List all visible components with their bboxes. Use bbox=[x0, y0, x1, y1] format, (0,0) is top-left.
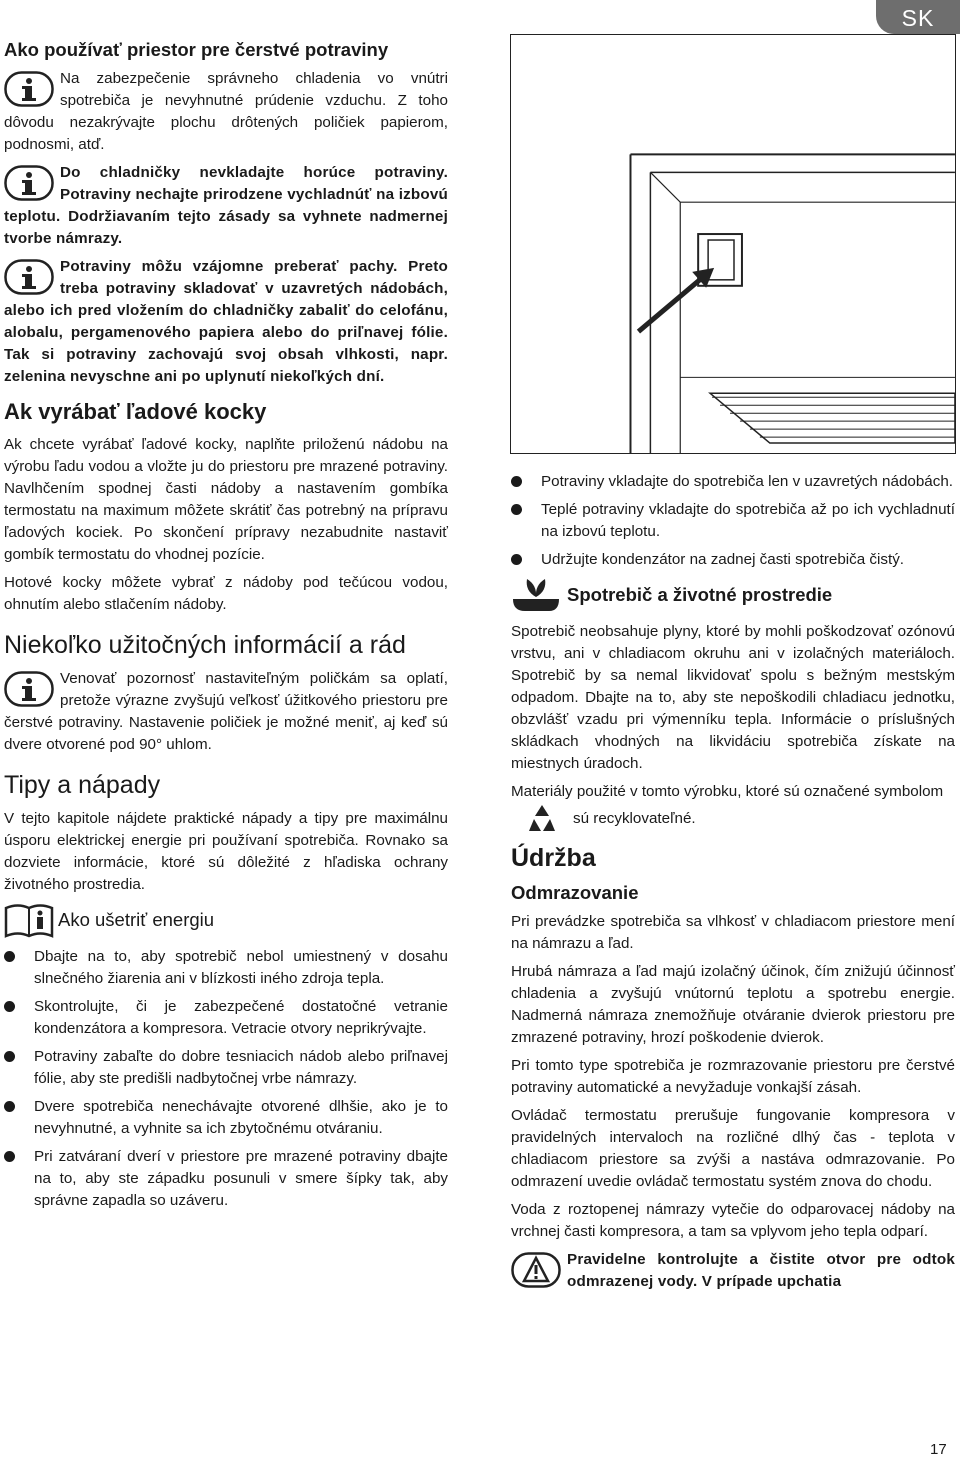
recycle-text-a: Materiály použité v tomto výrobku, ktoré sú označené symbolom bbox=[511, 783, 944, 800]
list-item: Potraviny vkladajte do spotrebiča len v uzavretých nádobách. bbox=[511, 471, 955, 493]
recycle-paragraph bbox=[511, 781, 955, 833]
list-item: Dvere spotrebiča nenechávajte otvorené dlhšie, ako je to nevyhnutné, a vyhnite sa ich zbytočnému otváraniu. bbox=[4, 1096, 448, 1140]
ice-paragraph-1: Ak chcete vyrábať ľadové kocky, naplňte priloženú nádobu na výrobu ľadu vodou a vložte ju do priestoru pre mrazené potraviny. Navlhčením spodnej časti nádoby a nastavením gombíka termostatu na maximum môžete skrátiť čas potrebný na prípravu ľadových kociek. Po skončení prípravy nezabudnite nastaviť gombík termostatu do vhodnej pozície. bbox=[4, 436, 448, 563]
language-badge: SK bbox=[876, 0, 960, 34]
right-column bbox=[511, 34, 955, 1299]
ice-paragraph-2: Hotové kocky môžete vybrať z nádoby pod tečúcou vodou, ohnutím alebo stlačením nádoby. bbox=[4, 574, 448, 613]
section-title-ice-cubes: Ak vyrábať ľadové kocky bbox=[4, 399, 267, 424]
fridge-interior-illustration bbox=[510, 34, 956, 454]
info-icon bbox=[4, 71, 54, 107]
list-item: Potraviny zabaľte do dobre tesniacich nádob alebo priľnavej fólie, aby ste predišli nadbytočnej vrbe námrazy. bbox=[4, 1046, 448, 1090]
warning-icon bbox=[511, 1252, 561, 1288]
recycle-text-b: sú recyklovateľné. bbox=[573, 809, 696, 827]
recycle-icon bbox=[525, 803, 559, 833]
note-text: Venovať pozornosť nastaviteľným poličkám sa oplatí, pretože výrazne zvyšujú veľkosť úžitkového priestoru pre čerstvé potraviny. Nastavenie poličiek je možné meniť, aj keď sú dvere otvorené pod 90° uhlom. bbox=[4, 670, 448, 753]
list-item: Skontrolujte, či je zabezpečené dostatočné vetranie kondenzátora a kompresora. Vetracie otvory neprikrývajte. bbox=[4, 996, 448, 1040]
defrost-paragraph-2: Hrubá námraza a ľad majú izolačný účinok, čím znižujú účinnosť chladenia a zvyšujú vnútornú teplotu a spotrebu energie. Nadmerná námraza znemožňuje otváranie dvierok priestoru pre zmrazené potraviny, hrozí poškodenie dvierok. bbox=[511, 963, 955, 1046]
note-text: Do chladničky nevkladajte horúce potraviny. Potraviny nechajte prirodzene vychladnúť na izbovú teplotu. Dodržiavaním tejto zásady sa vyhnete nadmernej tvorbe námrazy. bbox=[4, 164, 448, 247]
environment-paragraph: Spotrebič neobsahuje plyny, ktoré by mohli poškodzovať ozónovú vrstvu, ani v chladiacom okruhu ani v izolačných materiáloch. Spotrebič by sa nemal likvidovať spolu s bežným mestským odpadom. Dbajte na to, aby ste nepoškodili chladiacu jednotku, obzvlášť vzadu pri výmenníku tepla. Informácie o príslušných skládkach vhodných na likvidáciu spotrebiča získate na miestnych úradoch. bbox=[511, 623, 955, 772]
section-title-useful-info: Niekoľko užitočných informácií a rád bbox=[4, 631, 406, 659]
defrost-paragraph-5: Voda z roztopenej námrazy vytečie do odparovacej nádoby na vrchnej časti kompresora, a tam sa vplyvom jeho tepla odparí. bbox=[511, 1201, 955, 1240]
page-number: 17 bbox=[930, 1441, 947, 1458]
defrost-paragraph-1: Pri prevádzke spotrebiča sa vlhkosť v chladiacom priestore mení na námrazu a ľad. bbox=[511, 913, 955, 952]
bullet-icon bbox=[4, 1051, 15, 1062]
left-column bbox=[4, 34, 448, 1218]
info-icon bbox=[4, 259, 54, 295]
book-info-icon bbox=[4, 902, 54, 938]
info-icon bbox=[4, 671, 54, 707]
environment-icon bbox=[511, 577, 561, 613]
bullet-icon bbox=[4, 1001, 15, 1012]
info-note-shelves bbox=[4, 668, 448, 756]
bullet-icon bbox=[511, 554, 522, 565]
storage-bullet-list bbox=[511, 471, 955, 571]
defrost-paragraph-4: Ovládač termostatu prerušuje fungovanie kompresora v pravidelných intervaloch na rozličné dlhý čas - teplota v chladiacom priestore sa zvýši a nastáva odmrazovanie. Po odmrazení uvedie ovládač termostatu systém znova do chodu. bbox=[511, 1107, 955, 1190]
section-subtitle-defrost: Odmrazovanie bbox=[511, 882, 639, 903]
list-item: Pri zatváraní dverí v priestore pre mrazené potraviny dbajte na to, aby ste západku posunuli v smere šípky tak, aby správne zapadla so uzáveru. bbox=[4, 1146, 448, 1212]
section-title-fresh-food: Ako používať priestor pre čerstvé potraviny bbox=[4, 39, 389, 60]
info-icon bbox=[4, 165, 54, 201]
defrost-paragraph-3: Pri tomto type spotrebiča je rozmrazovanie priestoru pre čerstvé potraviny automatické a nevyžaduje vonkajší zásah. bbox=[511, 1057, 955, 1096]
energy-subheading bbox=[4, 902, 448, 938]
energy-subtitle: Ako ušetriť energiu bbox=[58, 909, 215, 930]
note-text: Na zabezpečenie správneho chladenia vo vnútri spotrebiča je nevyhnutné prúdenie vzduchu. Z toho dôvodu nezakrývajte plochu drôtených poličiek papierom, podnosmi, atď. bbox=[4, 70, 448, 153]
info-note-odors bbox=[4, 256, 448, 388]
list-item: Teplé potraviny vkladajte do spotrebiča až po ich vychladnutí na izbovú teplotu. bbox=[511, 499, 955, 543]
environment-heading bbox=[511, 577, 955, 613]
bullet-icon bbox=[511, 504, 522, 515]
bullet-icon bbox=[4, 1101, 15, 1112]
info-note-hot-food bbox=[4, 162, 448, 250]
info-note-air-circulation bbox=[4, 68, 448, 156]
section-title-maintenance: Údržba bbox=[511, 844, 596, 872]
warning-text: Pravidelne kontrolujte a čistite otvor pre odtok odmrazenej vody. V prípade upchatia bbox=[567, 1251, 955, 1290]
list-item: Udržujte kondenzátor na zadnej časti spotrebiča čistý. bbox=[511, 549, 955, 571]
bullet-icon bbox=[4, 951, 15, 962]
list-item: Dbajte na to, aby spotrebič nebol umiestnený v dosahu slnečného žiarenia ani v blízkosti iného zdroja tepla. bbox=[4, 946, 448, 990]
recycle-line bbox=[511, 803, 955, 833]
section-title-tips: Tipy a nápady bbox=[4, 771, 161, 799]
energy-bullet-list bbox=[4, 946, 448, 1212]
environment-title: Spotrebič a životné prostredie bbox=[567, 584, 833, 605]
bullet-icon bbox=[511, 476, 522, 487]
note-text: Potraviny môžu vzájomne preberať pachy. Preto treba potraviny skladovať v uzavretých nádobách, alebo ich pred vložením do chladničky zabaliť do celofánu, alobalu, pergamenového papiera alebo do priľnavej fólie. Tak si potraviny zachovajú svoj obsah vlhkosti, napr. zelenina nevyschne ani po uplynutí niekoľkých dní. bbox=[4, 258, 448, 385]
tips-paragraph: V tejto kapitole nájdete praktické nápady a tipy pre maximálnu úsporu elektrickej energie pri používaní spotrebiča. Rovnako sa dozviete informácie, ktoré sú dôležité z hľadiska ochrany životného prostredia. bbox=[4, 810, 448, 893]
bullet-icon bbox=[4, 1151, 15, 1162]
warning-note bbox=[511, 1249, 955, 1293]
